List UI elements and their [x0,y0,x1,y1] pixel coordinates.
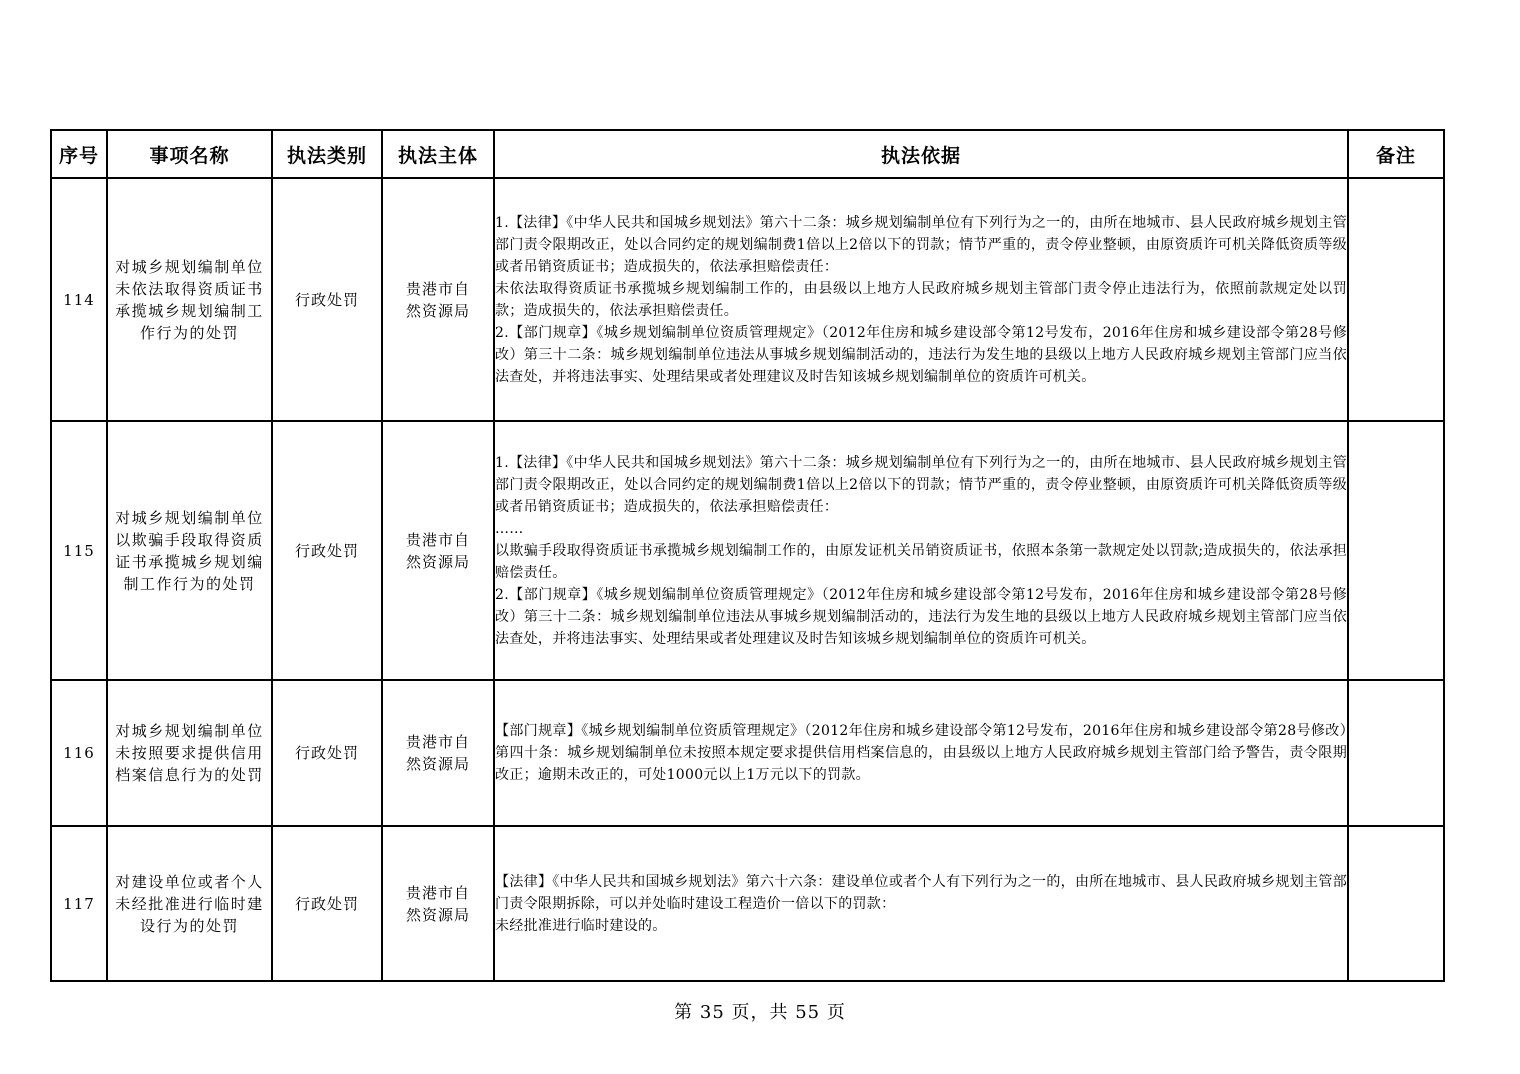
header-remark: 备注 [1348,130,1444,178]
row-category: 行政处罚 [272,421,382,680]
row-category: 行政处罚 [272,680,382,826]
enforcement-table [50,129,1445,982]
basis-paragraph: …… [495,520,524,537]
row-subject [382,680,494,826]
row-subject [382,178,494,421]
header-no: 序号 [51,130,107,178]
row-no: 117 [51,826,107,981]
basis-paragraph: 【法律】《中华人民共和国城乡规划法》第六十六条：建设单位或者个人有下列行为之一的，由所在地城市、县人民政府城乡规划主管部门责令限期拆除，可以并处临时建设工程造价一倍以下的罚款： [495,873,1347,912]
row-remark [1348,826,1444,981]
subject-text: 贵港市自然资源局 [405,279,470,320]
row-name: 对城乡规划编制单位以欺骗手段取得资质证书承揽城乡规划编制工作行为的处罚 [107,421,272,680]
basis-paragraph: 以欺骗手段取得资质证书承揽城乡规划编制工作的，由原发证机关吊销资质证书，依照本条第一款规定处以罚款;造成损失的，依法承担赔偿责任。 [495,542,1347,581]
table-row [51,680,1444,826]
header-subject: 执法主体 [382,130,494,178]
table-row [51,826,1444,981]
row-name: 对城乡规划编制单位未按照要求提供信用档案信息行为的处罚 [107,680,272,826]
row-basis [494,826,1348,981]
header-name: 事项名称 [107,130,272,178]
subject-text: 贵港市自然资源局 [405,530,470,571]
row-name: 对建设单位或者个人未经批准进行临时建设行为的处罚 [107,826,272,981]
basis-paragraph: 1.【法律】《中华人民共和国城乡规划法》第六十二条：城乡规划编制单位有下列行为之一的，由所在地城市、县人民政府城乡规划主管部门责令限期改正，处以合同约定的规划编制费1倍以上2倍以下的罚款；情节严重的，责令停业整顿，由原资质许可机关降低资质等级或者吊销资质证书；造成损失的，依法承担赔偿责任： [495,454,1347,515]
basis-paragraph: 【部门规章】《城乡规划编制单位资质管理规定》（2012年住房和城乡建设部令第12号发布，2016年住房和城乡建设部令第28号修改）第四十条：城乡规划编制单位未按照本规定要求提供信用档案信息的，由县级以上地方人民政府城乡规划主管部门给予警告，责令限期改正；逾期未改正的，可处1000元以上1万元以下的罚款。 [495,723,1347,783]
row-no: 116 [51,680,107,826]
row-no: 114 [51,178,107,421]
row-subject [382,826,494,981]
row-remark [1348,178,1444,421]
row-category: 行政处罚 [272,826,382,981]
row-basis [494,421,1348,680]
basis-paragraph: 1.【法律】《中华人民共和国城乡规划法》第六十二条：城乡规划编制单位有下列行为之一的，由所在地城市、县人民政府城乡规划主管部门责令限期改正，处以合同约定的规划编制费1倍以上2倍以下的罚款；情节严重的，责令停业整顿，由原资质许可机关降低资质等级或者吊销资质证书；造成损失的，依法承担赔偿责任： [495,214,1347,275]
row-subject [382,421,494,680]
row-no: 115 [51,421,107,680]
table-row [51,178,1444,421]
page-number-footer: 第 35 页，共 55 页 [674,1002,846,1023]
row-basis [494,680,1348,826]
table-header-row [51,130,1444,178]
basis-paragraph: 未经批准进行临时建设的。 [495,917,667,934]
basis-paragraph: 未依法取得资质证书承揽城乡规划编制工作的，由县级以上地方人民政府城乡规划主管部门责令停止违法行为，依照前款规定处以罚款；造成损失的，依法承担赔偿责任。 [495,280,1347,319]
table-row [51,421,1444,680]
header-category: 执法类别 [272,130,382,178]
basis-paragraph: 2.【部门规章】《城乡规划编制单位资质管理规定》（2012年住房和城乡建设部令第12号发布，2016年住房和城乡建设部令第28号修改）第三十二条：城乡规划编制单位违法从事城乡规划编制活动的，违法行为发生地的县级以上地方人民政府城乡规划主管部门应当依法查处，并将违法事实、处理结果或者处理建议及时告知该城乡规划编制单位的资质许可机关。 [495,586,1347,647]
subject-text: 贵港市自然资源局 [405,733,470,773]
row-name: 对城乡规划编制单位未依法取得资质证书承揽城乡规划编制工作行为的处罚 [107,178,272,421]
row-remark [1348,421,1444,680]
subject-text: 贵港市自然资源局 [405,883,470,924]
row-category: 行政处罚 [272,178,382,421]
header-basis: 执法依据 [494,130,1348,178]
row-basis [494,178,1348,421]
basis-paragraph: 2.【部门规章】《城乡规划编制单位资质管理规定》（2012年住房和城乡建设部令第12号发布，2016年住房和城乡建设部令第28号修改）第三十二条：城乡规划编制单位违法从事城乡规划编制活动的，违法行为发生地的县级以上地方人民政府城乡规划主管部门应当依法查处，并将违法事实、处理结果或者处理建议及时告知该城乡规划编制单位的资质许可机关。 [495,324,1347,385]
row-remark [1348,680,1444,826]
